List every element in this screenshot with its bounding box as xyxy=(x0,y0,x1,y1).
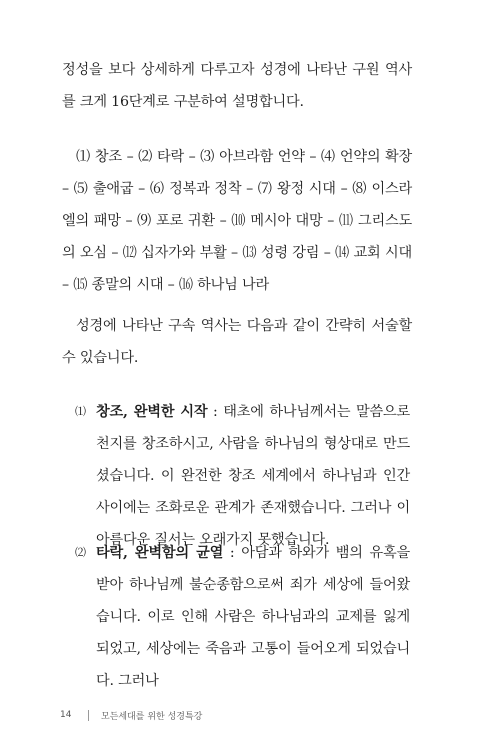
list-item-text: : 태초에 하나님께서는 말씀으로 천지를 창조하시고, 사람을 하나님의 형상대로 만드셨습니다. 이 완전한 창조 세계에서 하나님과 인간 사이에는 조화로운 관계가 존재했습니다. 그러나 이 아름다운 질서는 오래가지 못했습니다. xyxy=(96,404,410,548)
intro-paragraph: 정성을 보다 상세하게 다루고자 성경에 나타난 구원 역사를 크게 16단계로 구분하여 설명합니다. xyxy=(62,62,412,110)
running-title: 모든세대를 위한 성경특강 xyxy=(101,711,203,722)
list-item-heading: 타락, 완벽함의 균열 xyxy=(96,545,224,561)
list-item-body xyxy=(75,396,410,556)
list-item-text: : 아담과 하와가 뱀의 유혹을 받아 하나님께 불순종함으로써 죄가 세상에 들어왔습니다. 이로 인해 사람은 하나님과의 교제를 잃게 되었고, 세상에는 죽음과 고통이 들어오게 되었습니다. 그러나 xyxy=(96,545,411,689)
list-item-creation xyxy=(75,396,410,556)
summary-paragraph: 성경에 나타난 구속 역사는 다음과 같이 간략히 서술할 수 있습니다. xyxy=(62,318,412,366)
list-item-body xyxy=(75,537,410,697)
page-footer xyxy=(60,707,202,723)
list-item-number: ⑵ xyxy=(75,546,86,559)
list-item-heading: 창조, 완벽한 시작 xyxy=(96,404,208,420)
stages-list-paragraph: ⑴ 창조 – ⑵ 타락 – ⑶ 아브라함 언약 – ⑷ 언약의 확장 – ⑸ 출애굽 – ⑹ 정복과 정착 – ⑺ 왕정 시대 – ⑻ 이스라엘의 패망 – ⑼ 포로 귀환 – ⑽ 메시아 대망 – ⑾ 그리스도의 오심 – ⑿ 십자가와 부활 – ⒀ 성령 강림 – ⒁ 교회 시대 – ⒂ 종말의 시대 – ⒃ 하나님 나라 xyxy=(62,149,412,293)
footer-divider xyxy=(88,710,89,721)
list-item-number: ⑴ xyxy=(75,405,86,418)
list-item-fall xyxy=(75,537,410,697)
page-number: 14 xyxy=(60,710,72,720)
